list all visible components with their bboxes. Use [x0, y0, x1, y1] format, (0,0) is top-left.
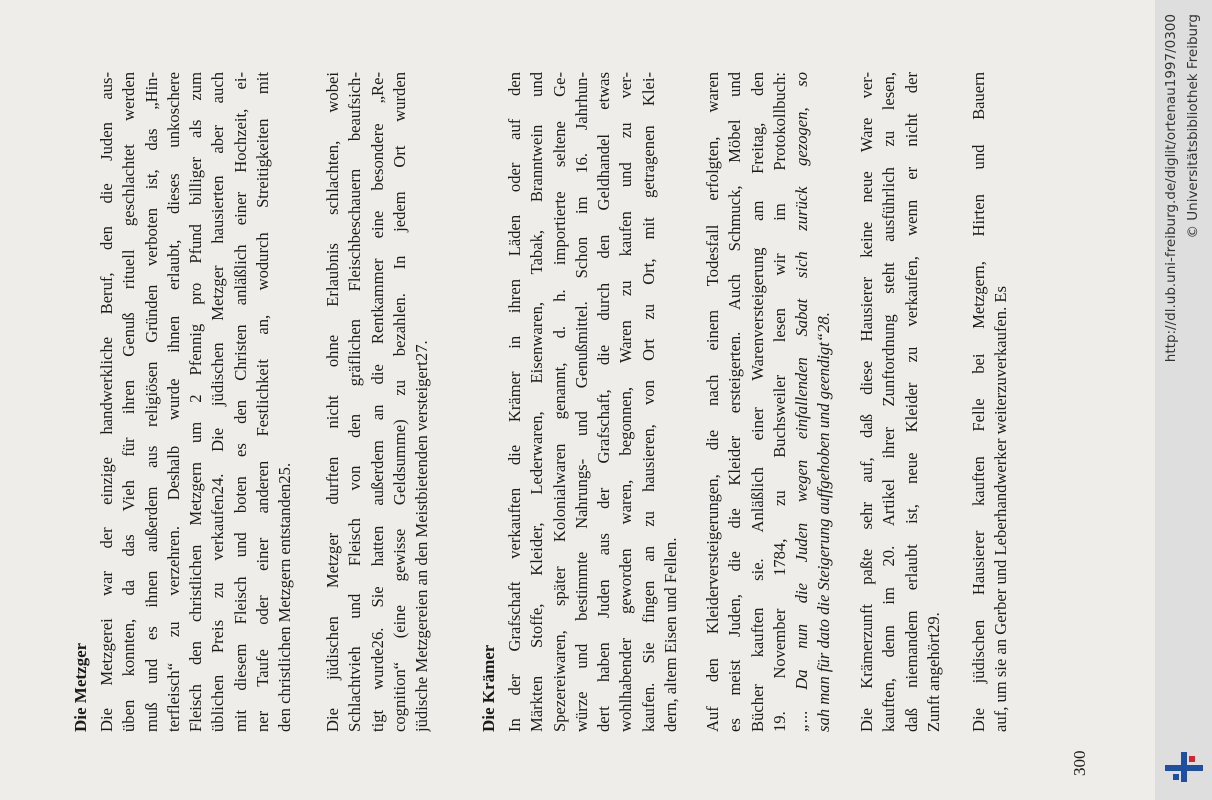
- copyright-notice: © Universitätsbibliothek Freiburg: [1185, 14, 1201, 239]
- section-heading-metzger: Die Metzger: [71, 642, 90, 732]
- text-line: Fleisch den christlichen Metzgern um 2 Pfennig pro Pfund billiger als zum: [186, 72, 206, 732]
- text-line: „... Da nun die Juden wegen einfallenden Sabat sich zurück gezogen, so: [792, 72, 812, 732]
- text-line: dern, altem Eisen und Fellen.: [661, 537, 681, 732]
- text-line: Spezereiwaren, später Kolonialwaren genannt, d. h. importierte seltene Ge-: [549, 72, 569, 732]
- text-line: sah man für dato die Steigerung auffgehoben und geendigt“28.: [814, 312, 834, 732]
- text-line: würze und bestimmte Nahrungs- und Genußmittel. Schon im 16. Jahrhun-: [571, 72, 591, 732]
- text-line: daß niemandem erlaubt ist, neue Kleider zu verkaufen, wenn er nicht der: [901, 72, 921, 732]
- text-line: In der Grafschaft verkauften die Krämer in ihren Läden oder auf den: [505, 72, 524, 732]
- text-line: Die jüdischen Metzger durften nicht ohne Erlaubnis schlachten, wobei: [323, 72, 342, 732]
- text-line: wohlhabender geworden waren, begonnen, Waren zu kaufen und zu ver-: [616, 72, 636, 732]
- text-line: dert haben Juden aus der Grafschaft, die durch den Geldhandel etwas: [594, 72, 614, 732]
- text-line: Bücher kauften sie. Anläßlich einer Warenversteigerung am Freitag, den: [747, 72, 767, 732]
- rotated-text-block: [70, 52, 1090, 732]
- text-line: Die Metzgerei war der einzige handwerkliche Beruf, den die Juden aus-: [97, 72, 116, 732]
- page-number: 300: [1070, 750, 1089, 776]
- text-line: üblichen Preis zu verkaufen24. Die jüdischen Metzger hausierten aber auch: [208, 72, 228, 732]
- paragraph-kraemer-4: [968, 72, 1013, 732]
- text-line: ner Taufe oder einer anderen Festlichkeit an, wodurch Streitigkeiten mit: [253, 72, 273, 732]
- text-line: Zunft angehört29.: [923, 612, 943, 732]
- text-line: Auf den Kleiderversteigerungen, die nach einem Todesfall erfolgten, waren: [703, 72, 722, 732]
- paragraph-kraemer-3: [856, 72, 945, 732]
- sidebar-text: [1160, 2, 1210, 792]
- paragraph-kraemer-1: [504, 72, 682, 732]
- text-line: Schlachtvieh und Fleisch von den gräflichen Fleischbeschauern beaufsich-: [345, 72, 365, 732]
- text-line: tigt wurde26. Sie hatten außerdem an die Rentkammer eine besondere „Re-: [367, 72, 387, 732]
- text-line: auf, um sie an Gerber und Leberhandwerker weiterzuverkaufen. Es: [991, 286, 1011, 732]
- text-line: muß und es ihnen außerdem aus religiösen Gründen verboten ist, das „Hin-: [141, 72, 161, 732]
- source-url-link[interactable]: http://dl.ub.uni-freiburg.de/diglit/ortenau1997/0300: [1163, 14, 1179, 363]
- text-line: 19. November 1784, zu Buchsweiler lesen wir im Protokollbuch:: [769, 72, 789, 732]
- section-heading-kraemer: Die Krämer: [479, 644, 498, 732]
- paragraph-kraemer-2: [702, 72, 836, 732]
- text-line: mit diesem Fleisch und boten es den Christen anläßlich einer Hochzeit, ei-: [230, 72, 250, 732]
- text-line: cognition“ (eine gewisse Geldsumme) zu bezahlen. In jedem Ort wurden: [389, 72, 409, 732]
- ub-freiburg-logo-icon: [1163, 746, 1205, 786]
- text-line: üben konnten, da das Vieh für ihren Genuß rituell geschlachtet werden: [119, 72, 139, 732]
- text-line: Märkten Stoffe, Kleider, Lederwaren, Eisenwaren, Tabak, Branntwein und: [527, 72, 547, 732]
- text-line: es meist Juden, die die Kleider ersteigerten. Auch Schmuck, Möbel und: [725, 72, 745, 732]
- text-line: kauften, denn im 20. Artikel ihrer Zunftordnung steht ausführlich zu lesen,: [879, 72, 899, 732]
- text-line: kaufen. Sie fingen an zu hausieren, von Ort zu Ort, mit getragenen Klei-: [638, 72, 658, 732]
- text-line: den christlichen Metzgern entstanden25.: [275, 462, 295, 732]
- text-line: terfleisch“ zu verzehren. Deshalb wurde ihnen erlaubt, dieses unkoschere: [163, 72, 183, 732]
- text-line: Die jüdischen Hausierer kauften Felle bei Metzgern, Hirten und Bauern: [969, 72, 988, 732]
- paragraph-metzger-2: [322, 72, 433, 732]
- paragraph-metzger-1: [96, 72, 297, 732]
- text-line: jüdische Metzgereien an den Meistbietenden versteigert27.: [412, 340, 432, 732]
- text-line: Die Krämerzunft paßte sehr auf, daß diese Hausierer keine neue Ware ver-: [857, 72, 876, 732]
